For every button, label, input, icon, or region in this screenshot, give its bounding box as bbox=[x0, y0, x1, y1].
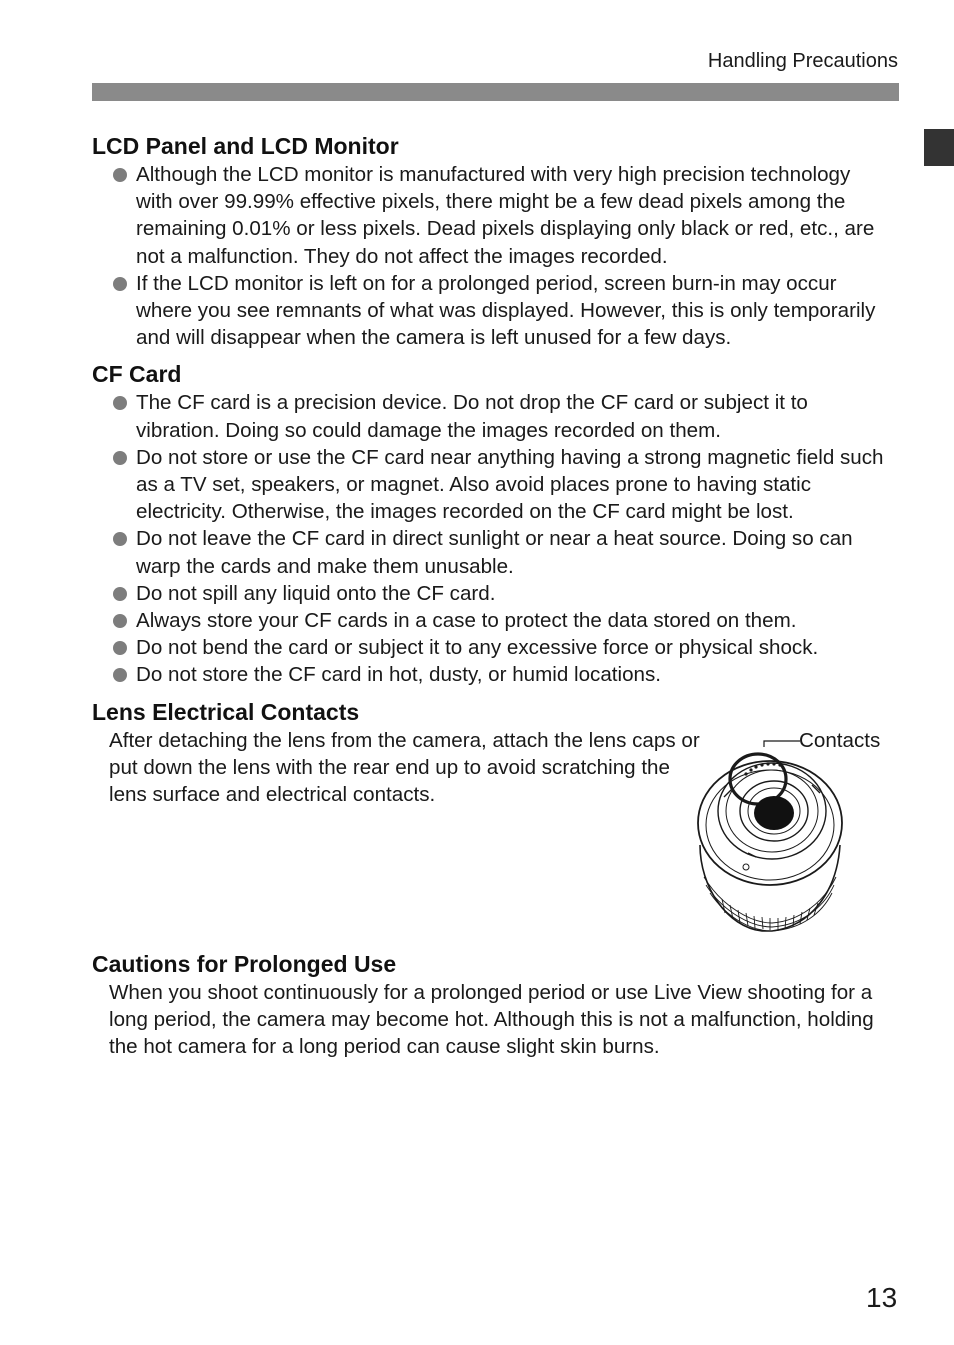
lens-section-body bbox=[92, 727, 892, 949]
bullet-icon bbox=[113, 451, 127, 465]
list-item-text: Do not leave the CF card in direct sunlight or near a heat source. Doing so can warp the cards and make them unusable. bbox=[136, 527, 853, 578]
list-item-text: Do not spill any liquid onto the CF card. bbox=[136, 581, 496, 605]
list-item bbox=[92, 525, 892, 579]
bullet-icon bbox=[113, 587, 127, 601]
list-item-text: The CF card is a precision device. Do not drop the CF card or subject it to vibration. Doing so could damage the images recorded on them. bbox=[136, 391, 808, 442]
prolonged-paragraph: When you shoot continuously for a prolonged period or use Live View shooting for a long period, the camera may become hot. Although this is not a malfunction, holding the hot camera for a long period can cause slight skin burns. bbox=[109, 980, 874, 1059]
section-title-cf-card: CF Card bbox=[92, 361, 182, 388]
bullet-icon bbox=[113, 614, 127, 628]
list-item bbox=[92, 661, 892, 688]
lens-rear-illustration bbox=[692, 727, 897, 942]
list-item bbox=[92, 444, 892, 526]
list-item-text: Although the LCD monitor is manufactured with very high precision technology with over 99.99% effective pixels, there might be a few dead pixels among the remaining 0.01% or less pixels. Dead pixels displaying only black or red, etc., are not a malfunction. They do not affect the images recorded. bbox=[136, 163, 875, 268]
figure-label-contacts: Contacts bbox=[799, 728, 881, 752]
section-lens-contacts bbox=[92, 697, 892, 949]
page-content bbox=[92, 131, 892, 1060]
section-title-lcd: LCD Panel and LCD Monitor bbox=[92, 133, 399, 159]
list-item bbox=[92, 580, 892, 607]
list-item bbox=[92, 607, 892, 634]
list-item bbox=[92, 634, 892, 661]
section-cf-card bbox=[92, 359, 892, 688]
lens-paragraph: After detaching the lens from the camera, attach the lens caps or put down the lens with the rear end up to avoid scratching the lens surface and electrical contacts. bbox=[109, 728, 700, 807]
header-bar bbox=[92, 83, 899, 101]
bullet-icon bbox=[113, 396, 127, 410]
bullet-icon bbox=[113, 168, 127, 182]
list-item bbox=[92, 270, 892, 352]
list-item bbox=[92, 389, 892, 443]
list-item-text: Do not store or use the CF card near anything having a strong magnetic field such as a TV set, speakers, or magnet. Also avoid places prone to having static electricity. Otherwise, the images recorded on the CF card might be lost. bbox=[136, 445, 884, 524]
list-item bbox=[92, 161, 892, 270]
lcd-bullet-list bbox=[92, 161, 892, 351]
running-head: Handling Precautions bbox=[707, 50, 898, 72]
cf-bullet-list bbox=[92, 389, 892, 688]
list-item-text: Always store your CF cards in a case to protect the data stored on them. bbox=[136, 609, 797, 633]
list-item-text: Do not bend the card or subject it to any excessive force or physical shock. bbox=[136, 636, 819, 660]
bullet-icon bbox=[113, 641, 127, 655]
section-title-prolonged-use: Cautions for Prolonged Use bbox=[92, 950, 397, 977]
page-number: 13 bbox=[866, 1282, 898, 1313]
bullet-icon bbox=[113, 532, 127, 546]
section-prolonged-use bbox=[92, 949, 892, 1061]
chapter-tab bbox=[924, 129, 954, 166]
bullet-icon bbox=[113, 277, 127, 291]
list-item-text: Do not store the CF card in hot, dusty, or humid locations. bbox=[136, 663, 662, 687]
section-lcd bbox=[92, 131, 892, 351]
list-item-text: If the LCD monitor is left on for a prolonged period, screen burn-in may occur where you see remnants of what was displayed. However, this is only temporarily and will disappear when the camera is left unused for a few days. bbox=[136, 271, 876, 350]
section-title-lens-contacts: Lens Electrical Contacts bbox=[92, 698, 360, 725]
bullet-icon bbox=[113, 668, 127, 682]
